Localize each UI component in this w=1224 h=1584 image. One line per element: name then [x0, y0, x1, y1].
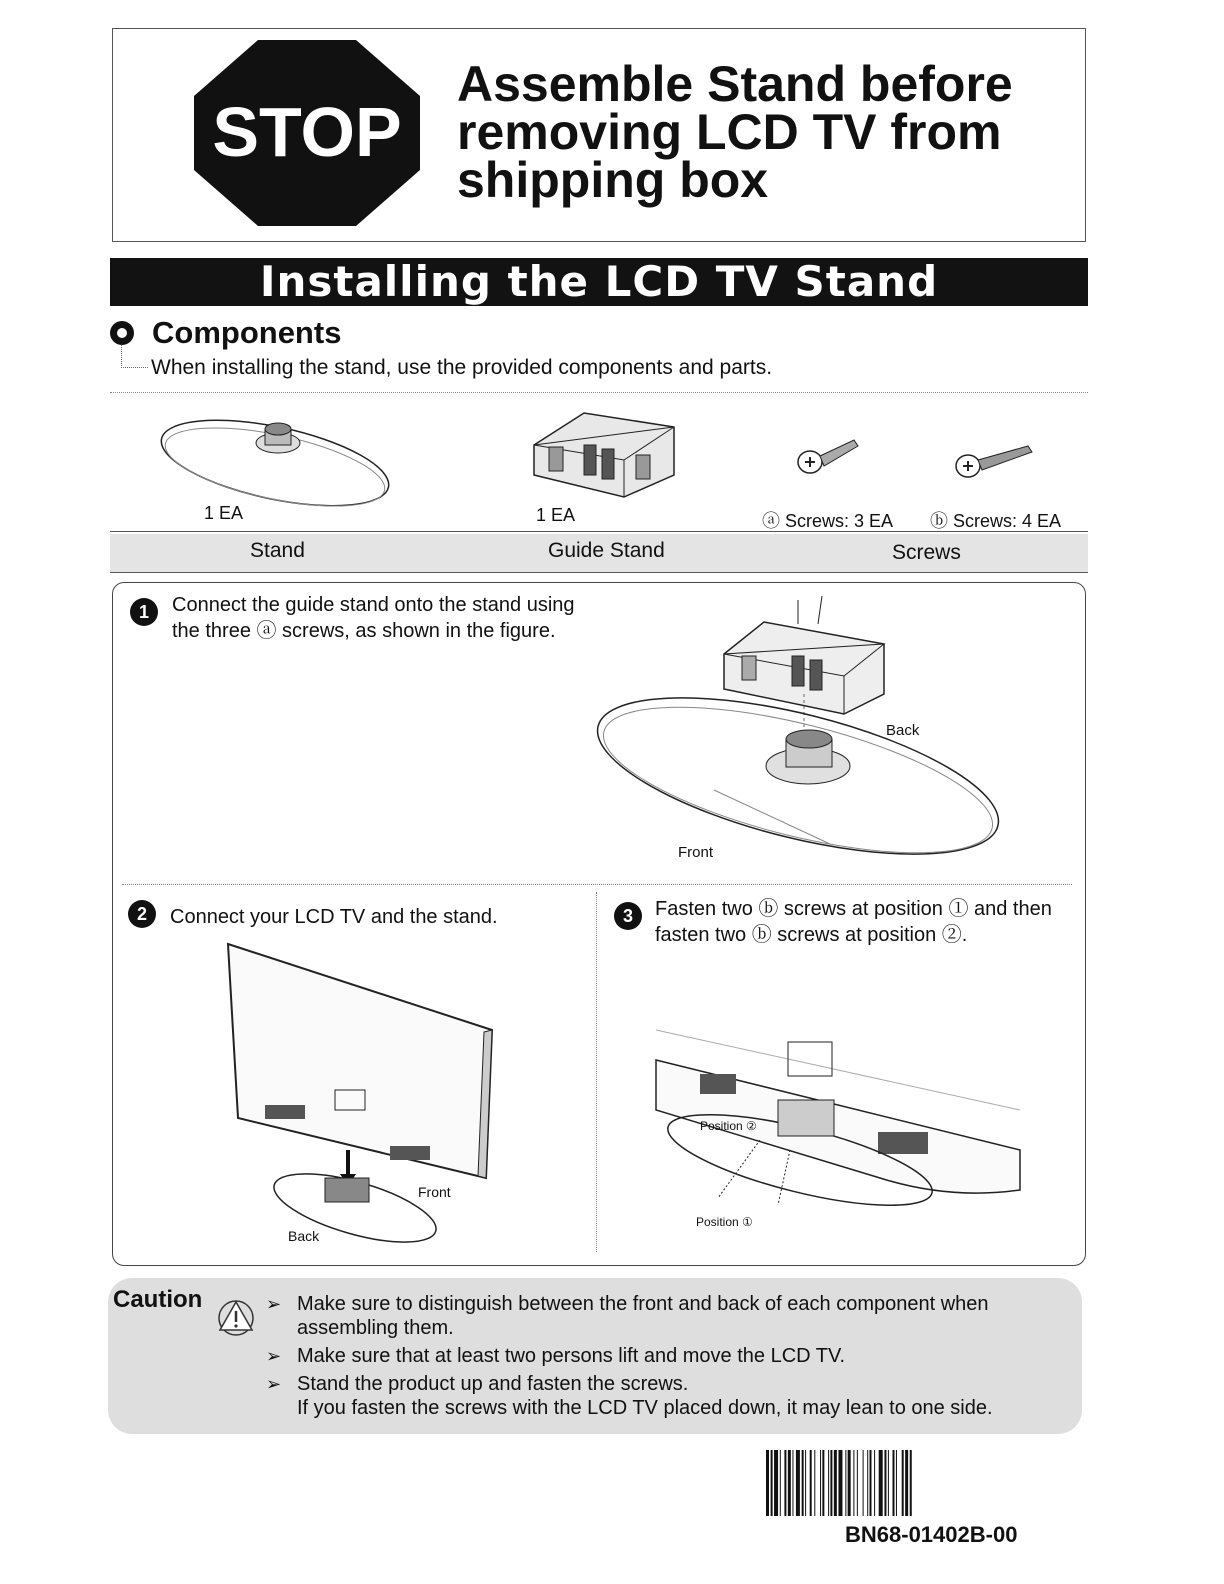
step-1-text — [172, 592, 575, 644]
arrow-icon: ➢ — [266, 1346, 282, 1366]
stop-title — [457, 56, 1057, 208]
divider — [110, 531, 1088, 532]
barcode-bar — [802, 1450, 804, 1516]
step-1-illustration — [594, 594, 1004, 864]
caution-item-3-line2: If you fasten the screws with the LCD TV placed down, it may lean to one side. — [297, 1397, 993, 1419]
barcode-bar — [784, 1450, 786, 1516]
barcode-bar — [848, 1450, 851, 1516]
stop-label: STOP — [212, 93, 402, 171]
caution-item-3-line1: Stand the product up and fasten the screws. — [297, 1373, 689, 1395]
guide-stand-qty: 1 EA — [536, 505, 576, 525]
step-3-label-pos2: Position ② — [700, 1119, 757, 1133]
barcode-bar — [905, 1450, 908, 1516]
component-name-guide-stand: Guide Stand — [548, 539, 665, 562]
step-1-label-front: Front — [678, 844, 714, 861]
arrow-icon: ➢ — [266, 1294, 282, 1314]
screw-b-icon — [954, 436, 1034, 482]
section-banner: Installing the LCD TV Stand — [110, 258, 1088, 306]
barcode-bar — [879, 1450, 883, 1516]
step-3-label-pos1: Position ① — [696, 1215, 753, 1229]
components-title: Components — [152, 315, 342, 350]
barcode-bar — [766, 1450, 769, 1516]
barcode-bar — [853, 1450, 854, 1516]
barcode-bar — [796, 1450, 800, 1516]
step-1-line2: the three ⓐ screws, as shown in the figure. — [172, 620, 556, 642]
step-2-text: Connect your LCD TV and the stand. — [170, 906, 498, 928]
component-name-screws: Screws — [892, 541, 961, 564]
stand-illustration — [150, 405, 400, 515]
barcode-bar — [774, 1450, 778, 1516]
guide-stand-illustration — [524, 405, 684, 500]
leader-line — [121, 345, 148, 368]
step-1-number: 1 — [130, 598, 158, 626]
stop-title-line2: removing LCD TV from — [457, 104, 1002, 160]
step-1-line1: Connect the guide stand onto the stand using — [172, 594, 575, 616]
barcode-bar — [874, 1450, 875, 1516]
barcode — [766, 1450, 1082, 1516]
barcode-bar — [845, 1450, 846, 1516]
step-2-number: 2 — [128, 900, 156, 928]
stop-title-line1: Assemble Stand before — [457, 56, 1013, 112]
divider — [596, 892, 597, 1252]
barcode-bar — [820, 1450, 821, 1516]
barcode-bar — [870, 1450, 872, 1516]
barcode-bar — [771, 1450, 773, 1516]
barcode-bar — [834, 1450, 837, 1516]
barcode-bar — [780, 1450, 781, 1516]
barcode-bar — [805, 1450, 806, 1516]
step-3-line1: Fasten two ⓑ screws at position ① and then — [655, 898, 1052, 920]
barcode-bar — [792, 1450, 793, 1516]
step-3-illustration — [650, 1000, 1030, 1240]
barcode-bar — [814, 1450, 815, 1516]
components-description: When installing the stand, use the provided components and parts. — [151, 356, 773, 379]
barcode-bar — [884, 1450, 886, 1516]
step-3-text — [655, 896, 1052, 948]
divider — [122, 884, 1072, 885]
barcode-bar — [910, 1450, 912, 1516]
barcode-bar — [830, 1450, 832, 1516]
step-2-label-back: Back — [288, 1228, 320, 1244]
step-2-label-front: Front — [418, 1184, 451, 1200]
caution-item-3 — [297, 1372, 993, 1420]
stand-qty: 1 EA — [204, 503, 244, 523]
step-2-illustration — [220, 940, 500, 1250]
barcode-bar — [822, 1450, 824, 1516]
screw-a-qty: ⓐ Screws: 3 EA — [762, 511, 894, 531]
caution-item-1-line2: assembling them. — [297, 1317, 454, 1339]
arrow-icon: ➢ — [266, 1374, 282, 1394]
barcode-bar — [893, 1450, 895, 1516]
step-3-number: 3 — [614, 902, 642, 930]
component-name-stand: Stand — [250, 539, 305, 562]
part-number: BN68-01402B-00 — [845, 1522, 1018, 1547]
step-1-label-back: Back — [886, 722, 920, 739]
caution-title: Caution — [113, 1286, 203, 1313]
step-3-line2: fasten two ⓑ screws at position ②. — [655, 924, 968, 946]
divider — [110, 392, 1088, 393]
caution-item-1-line1: Make sure to distinguish between the front and back of each component when — [297, 1293, 989, 1315]
screw-b-qty: ⓑ Screws: 4 EA — [930, 511, 1062, 531]
barcode-bar — [863, 1450, 864, 1516]
caution-item-2: Make sure that at least two persons lift and move the LCD TV. — [297, 1345, 846, 1367]
barcode-bar — [838, 1450, 842, 1516]
barcode-bar — [896, 1450, 897, 1516]
stop-sign-icon — [192, 38, 422, 228]
screw-a-icon — [796, 432, 860, 478]
barcode-bar — [857, 1450, 858, 1516]
stop-title-line3: shipping box — [457, 152, 769, 208]
barcode-bar — [788, 1450, 791, 1516]
warning-icon — [214, 1296, 258, 1336]
barcode-bar — [867, 1450, 868, 1516]
barcode-bar — [888, 1450, 889, 1516]
barcode-bar — [810, 1450, 812, 1516]
barcode-bar — [828, 1450, 829, 1516]
caution-item-1 — [297, 1292, 989, 1340]
bullet-dot — [117, 328, 127, 338]
barcode-bar — [902, 1450, 904, 1516]
